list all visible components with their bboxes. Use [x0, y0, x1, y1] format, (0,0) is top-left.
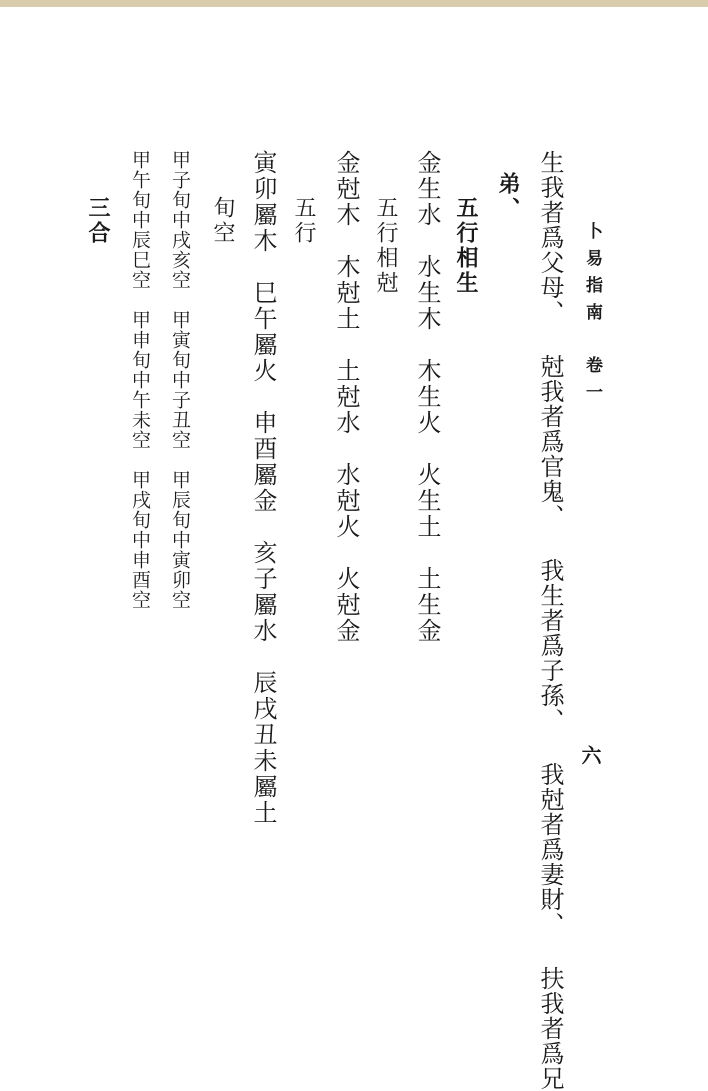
sanhe-heading: 三合 — [85, 196, 111, 246]
page-number: 六 — [578, 745, 602, 767]
running-header-title: 卜易指南 — [582, 222, 602, 330]
top-border — [0, 0, 708, 7]
wuxing-body: 寅卯屬木 巳午屬火 申酉屬金 亥子屬水 辰戌丑未屬土 — [249, 150, 277, 826]
xiangsheng-heading: 五行相生 — [453, 196, 479, 296]
xunkong-line-2: 甲午旬中辰巳空 甲申旬中午未空 甲戌旬中申酉空 — [129, 150, 151, 610]
liuqin-line-1: 生我者爲父母、 尅我者爲官鬼、 我生者爲子孫、 我尅者爲妻財、 扶我者爲兄 — [536, 150, 564, 1091]
running-header-volume: 卷一 — [582, 356, 602, 410]
xunkong-heading: 旬空 — [210, 196, 235, 246]
xunkong-line-1: 甲子旬中戌亥空 甲寅旬中子丑空 甲辰旬中寅卯空 — [169, 150, 191, 610]
xiangke-heading: 五行相尅 — [373, 196, 398, 296]
liuqin-line-2: 弟、 — [495, 172, 521, 222]
xiangke-body: 金尅木 木尅土 土尅水 水尅火 火尅金 — [332, 150, 360, 644]
wuxing-heading: 五行 — [291, 196, 316, 246]
xiangsheng-body: 金生水 水生木 木生火 火生土 土生金 — [413, 150, 441, 644]
